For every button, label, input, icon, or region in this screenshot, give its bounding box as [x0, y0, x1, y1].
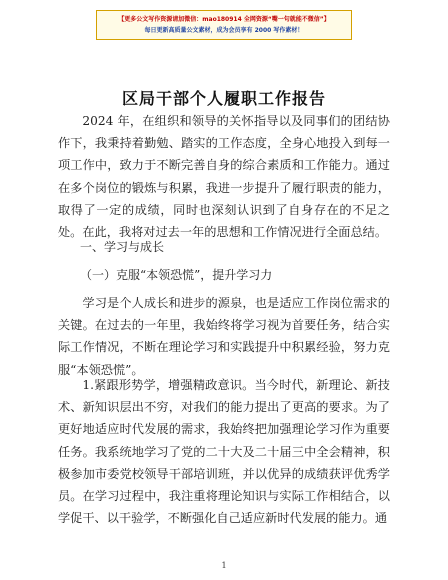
promo-line-2: 每日更新高质量公文素材，成为会员享有 2000 写作素材！	[144, 27, 304, 34]
intro-paragraph: 2024 年，在组织和领导的关怀指导以及同事们的团结协作下，我秉持着勤勉、踏实的工作态度，全身心地投入到每一项工作中，致力于不断完善自身的综合素质和工作能力。通过在多个岗位的锻炼与积累，我进一步提升了履行职责的能力，取得了一定的成绩，同时也深刻认识到了自身存在的不足之处。在此，我将对过去一年的思想和工作情况进行全面总结。	[58, 114, 390, 240]
promo-line-1: 【更多公文写作资源请加微信：mao180914 全网资源“嘴一句就能不微信”】	[118, 16, 330, 23]
subsection-heading: （一）克服“本领恐慌”，提升学习力	[80, 268, 273, 282]
section-heading: 一、学习与成长	[80, 240, 165, 254]
point-1-paragraph: 1.紧跟形势学，增强精政意识。当今时代，新理论、新技术、新知识层出不穷，对我们的能力提出了更高的要求。为了更好地适应时代发展的需求，我始终把加强理论学习作为重要任务。我系统地学习了党的二十大及二十届三中全会精神，积极参加市委党校领导干部培训班，并以优异的成绩获评优秀学员。在学习过程中，我注重将理论知识与实际工作相结合，以学促干、以干验学，不断强化自己适应新时代发展的能力。通	[58, 378, 390, 526]
page-number: 1	[221, 561, 227, 570]
promo-banner	[96, 10, 352, 40]
document-title: 区局干部个人履职工作报告	[121, 89, 326, 108]
learning-paragraph: 学习是个人成长和进步的源泉，也是适应工作岗位需求的关键。在过去的一年里，我始终将学习视为首要任务，结合实际工作情况，不断在理论学习和实践提升中积累经验，努力克服“本领恐慌”。	[58, 296, 390, 377]
